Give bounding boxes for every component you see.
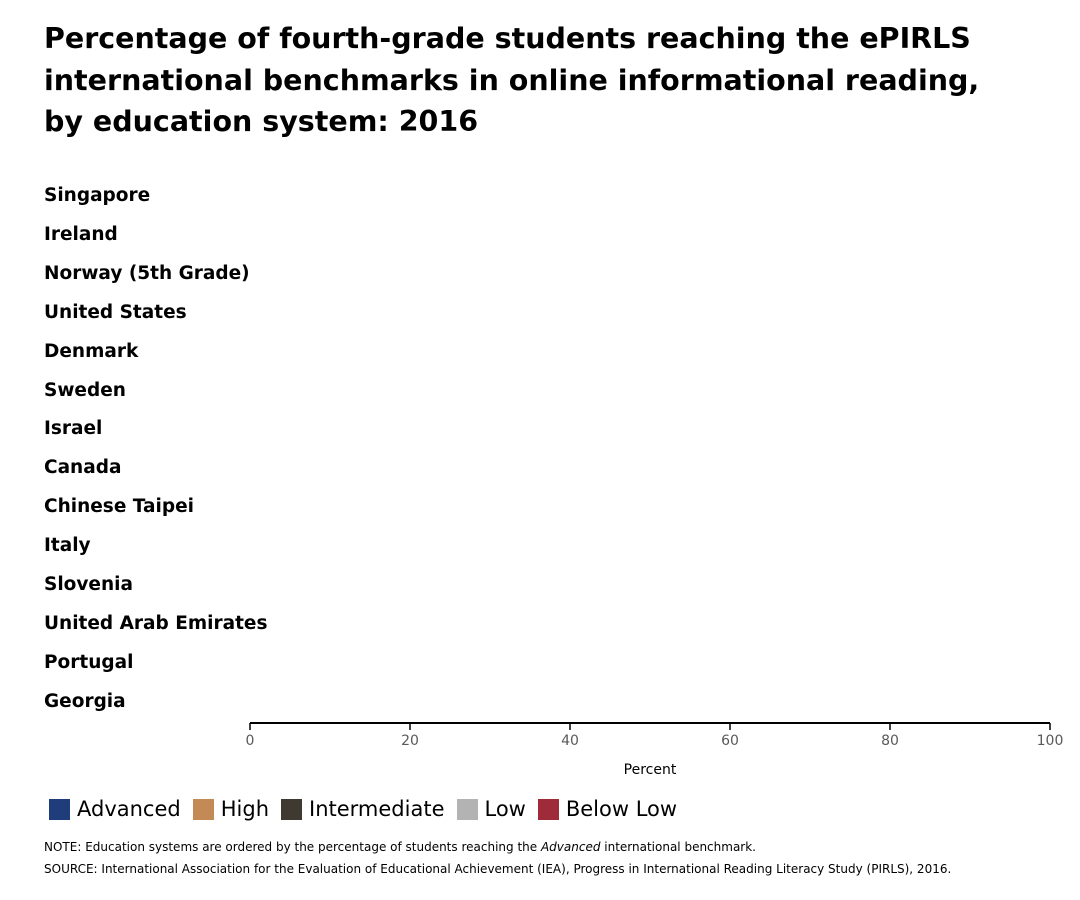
legend-item [457, 796, 526, 822]
legend-swatch [49, 799, 70, 820]
category-label: Georgia [44, 690, 126, 712]
x-axis [246, 723, 1064, 778]
footnotes [44, 836, 951, 880]
category-label: Israel [44, 418, 103, 440]
category-label: United Arab Emirates [44, 612, 268, 634]
category-label: Sweden [44, 379, 126, 401]
x-axis-title: Percent [623, 762, 677, 778]
chart-title-line: by education system: 2016 [44, 105, 479, 138]
chart-title-line: Percentage of fourth-grade students reaching the ePIRLS [44, 22, 971, 55]
category-label: Canada [44, 457, 122, 479]
legend-item [193, 796, 269, 822]
legend-swatch [538, 799, 559, 820]
category-label: Singapore [44, 185, 151, 206]
legend [49, 796, 689, 822]
x-tick-label: 20 [401, 733, 419, 749]
category-label: Slovenia [44, 574, 133, 595]
x-tick-label: 60 [721, 733, 739, 749]
category-label: United States [44, 301, 187, 323]
legend-label: High [220, 797, 269, 821]
note-prefix: NOTE: Education systems are ordered by the percentage of students reaching the [44, 840, 541, 854]
legend-item [538, 796, 677, 822]
legend-label: Below Low [565, 797, 678, 821]
legend-label: Intermediate [309, 797, 445, 821]
category-label: Chinese Taipei [44, 496, 194, 518]
category-label: Italy [44, 535, 91, 557]
chart-title-line: international benchmarks in online informational reading, [44, 63, 980, 97]
legend-item [281, 796, 445, 822]
category-label: Norway (5th Grade) [44, 262, 250, 284]
note-line [44, 836, 951, 858]
note-suffix: international benchmark. [600, 840, 756, 854]
x-tick-label: 80 [881, 733, 899, 749]
legend-swatch [457, 799, 478, 820]
source-line: SOURCE: International Association for the Evaluation of Educational Achievement (IEA), Progress in International Reading Literacy Study (PIRLS), 2016. [44, 862, 952, 876]
category-label: Portugal [44, 651, 134, 673]
x-tick-label: 40 [561, 733, 579, 749]
legend-label: Low [484, 797, 526, 821]
legend-swatch [193, 799, 214, 820]
note-emphasis: Advanced [540, 840, 601, 854]
legend-label: Advanced [77, 797, 181, 821]
category-label: Denmark [44, 340, 139, 362]
category-label: Ireland [44, 223, 118, 245]
x-tick-label: 0 [245, 733, 255, 749]
x-tick-label: 100 [1036, 733, 1064, 749]
legend-item [49, 796, 181, 822]
legend-swatch [281, 799, 302, 820]
